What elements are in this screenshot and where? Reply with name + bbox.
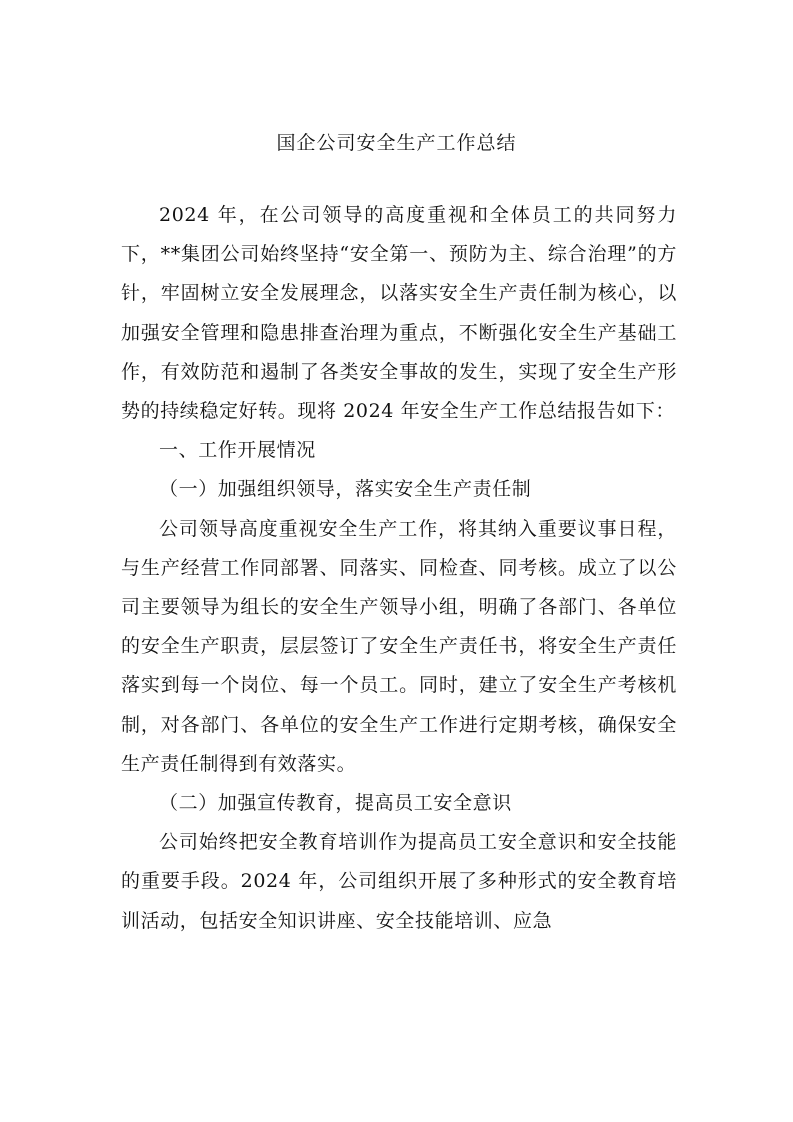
document-body: [121, 196, 677, 941]
paragraph-responsibility: 公司领导高度重视安全生产工作，将其纳入重要议事日程，与生产经营工作同部署、同落实、同检查、同考核。成立了以公司主要领导为组长的安全生产领导小组，明确了各部门、各单位的安全生产职责，层层签订了安全生产责任书，将安全生产责任落实到每一个岗位、每一个员工。同时，建立了安全生产考核机制，对各部门、各单位的安全生产工作进行定期考核，确保安全生产责任制得到有效落实。: [121, 517, 677, 775]
paragraph-intro: 2024 年，在公司领导的高度重视和全体员工的共同努力下，**集团公司始终坚持“安全第一、预防为主、综合治理”的方针，牢固树立安全发展理念，以落实安全生产责任制为核心，以加强安全管理和隐患排查治理为重点，不断强化安全生产基础工作，有效防范和遏制了各类安全事故的发生，实现了安全生产形势的持续稳定好转。现将 2024 年安全生产工作总结报告如下：: [121, 204, 677, 423]
document-title: 国企公司安全生产工作总结: [276, 132, 517, 154]
paragraph-education: 公司始终把安全教育培训作为提高员工安全意识和安全技能的重要手段。2024 年，公司组织开展了多种形式的安全教育培训活动，包括安全知识讲座、安全技能培训、应急: [121, 831, 677, 932]
subsection-heading-2: （二）加强宣传教育，提高员工安全意识: [159, 792, 512, 815]
subsection-heading-1: （一）加强组织领导，落实安全生产责任制: [159, 478, 532, 501]
section-heading-1: 一、工作开展情况: [159, 439, 316, 462]
